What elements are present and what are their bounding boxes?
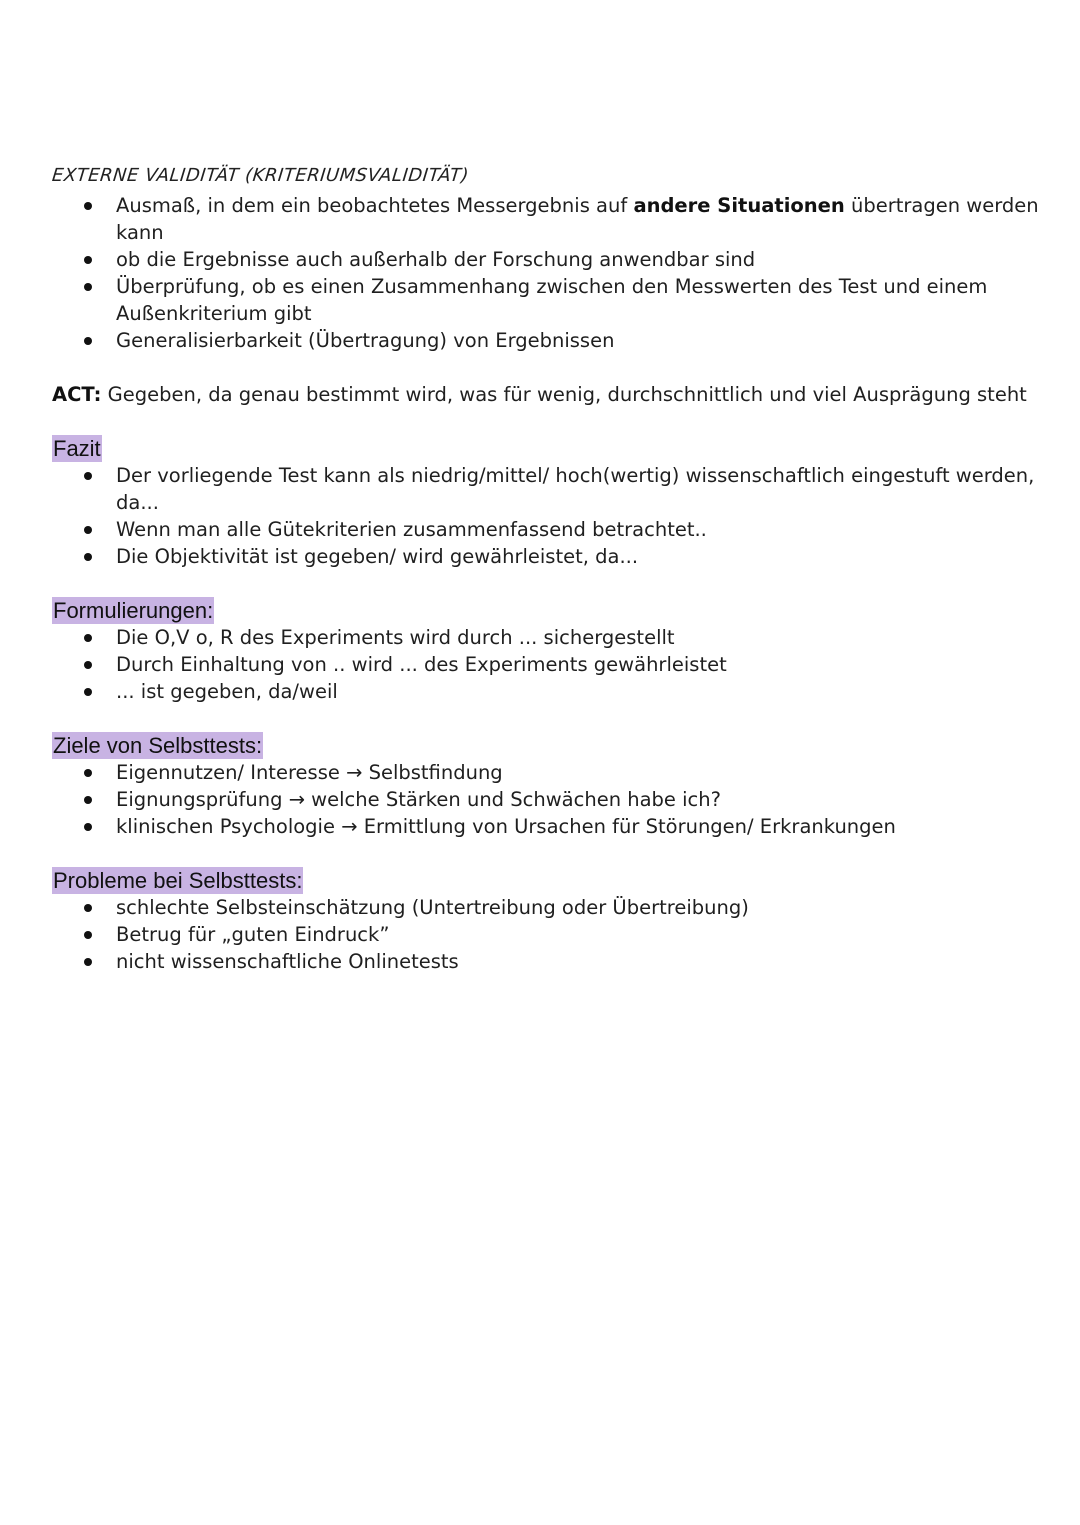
probleme-section (52, 867, 1042, 975)
formulierungen-heading: Formulierungen: (53, 598, 214, 623)
list-item (52, 678, 1042, 705)
list-item-text: Die O,V o, R des Experiments wird durch ... sichergestellt (116, 626, 675, 649)
list-item-text: schlechte Selbsteinschätzung (Untertreibung oder Übertreibung) (116, 896, 749, 919)
list-item (52, 894, 1042, 921)
list-item (52, 327, 1042, 354)
list-item (52, 651, 1042, 678)
list-item-text: Generalisierbarkeit (Übertragung) von Ergebnissen (116, 329, 615, 352)
bullet-icon (84, 688, 92, 696)
bullet-icon (84, 823, 92, 831)
probleme-heading: Probleme bei Selbsttests: (53, 868, 303, 893)
list-item (52, 273, 1042, 327)
fazit-section (52, 435, 1042, 570)
list-item (52, 921, 1042, 948)
list-item (52, 192, 1042, 246)
act-label: ACT: (52, 383, 102, 406)
list-item-text: Betrug für „guten Eindruck” (116, 923, 390, 946)
bullet-icon (84, 796, 92, 804)
list-item (52, 786, 1042, 813)
bullet-icon (84, 634, 92, 642)
list-item-text: nicht wissenschaftliche Onlinetests (116, 950, 459, 973)
formulierungen-section (52, 597, 1042, 705)
bullet-icon (84, 256, 92, 264)
bullet-icon (84, 553, 92, 561)
ziele-section (52, 732, 1042, 840)
list-item-text: Ausmaß, in dem ein beobachtetes Messergebnis auf (116, 194, 634, 217)
probleme-list (52, 894, 1042, 975)
list-item (52, 759, 1042, 786)
bullet-icon (84, 931, 92, 939)
list-item (52, 462, 1042, 516)
external-validity-title: EXTERNE VALIDITÄT (KRITERIUMSVALIDITÄT) (50, 165, 471, 186)
external-validity-list (52, 192, 1042, 354)
document-page (52, 160, 1042, 975)
bullet-icon (84, 337, 92, 345)
formulierungen-list (52, 624, 1042, 705)
list-item-text: ... ist gegeben, da/weil (116, 680, 338, 703)
bullet-icon (84, 661, 92, 669)
external-validity-section (52, 160, 1042, 354)
list-item-text: Die Objektivität ist gegeben/ wird gewährleistet, da... (116, 545, 639, 568)
list-item (52, 813, 1042, 840)
list-item-bold-text: andere Situationen (633, 194, 845, 217)
ziele-heading: Ziele von Selbsttests: (53, 733, 263, 758)
fazit-heading: Fazit (53, 436, 101, 461)
list-item (52, 246, 1042, 273)
list-item-text: ob die Ergebnisse auch außerhalb der Forschung anwendbar sind (116, 248, 756, 271)
bullet-icon (84, 769, 92, 777)
list-item-text: Eigennutzen/ Interesse → Selbstfindung (116, 761, 503, 784)
list-item (52, 516, 1042, 543)
list-item-text: Eignungsprüfung → welche Stärken und Schwächen habe ich? (116, 788, 721, 811)
list-item (52, 543, 1042, 570)
act-paragraph (52, 381, 1042, 408)
fazit-list (52, 462, 1042, 570)
act-text: Gegeben, da genau bestimmt wird, was für wenig, durchschnittlich und viel Ausprägung steht (101, 383, 1027, 406)
bullet-icon (84, 283, 92, 291)
list-item (52, 624, 1042, 651)
bullet-icon (84, 904, 92, 912)
bullet-icon (84, 526, 92, 534)
bullet-icon (84, 472, 92, 480)
list-item-text: Überprüfung, ob es einen Zusammenhang zwischen den Messwerten des Test und einem Außenkriterium gibt (116, 275, 988, 325)
list-item-text: klinischen Psychologie → Ermittlung von Ursachen für Störungen/ Erkrankungen (116, 815, 896, 838)
list-item-text: Durch Einhaltung von .. wird ... des Experiments gewährleistet (116, 653, 727, 676)
bullet-icon (84, 202, 92, 210)
list-item (52, 948, 1042, 975)
list-item-text: übertragen werden kann (116, 194, 1039, 244)
list-item-text: Wenn man alle Gütekriterien zusammenfassend betrachtet.. (116, 518, 707, 541)
ziele-list (52, 759, 1042, 840)
bullet-icon (84, 958, 92, 966)
list-item-text: Der vorliegende Test kann als niedrig/mittel/ hoch(wertig) wissenschaftlich eingestuft werden, da... (116, 464, 1035, 514)
